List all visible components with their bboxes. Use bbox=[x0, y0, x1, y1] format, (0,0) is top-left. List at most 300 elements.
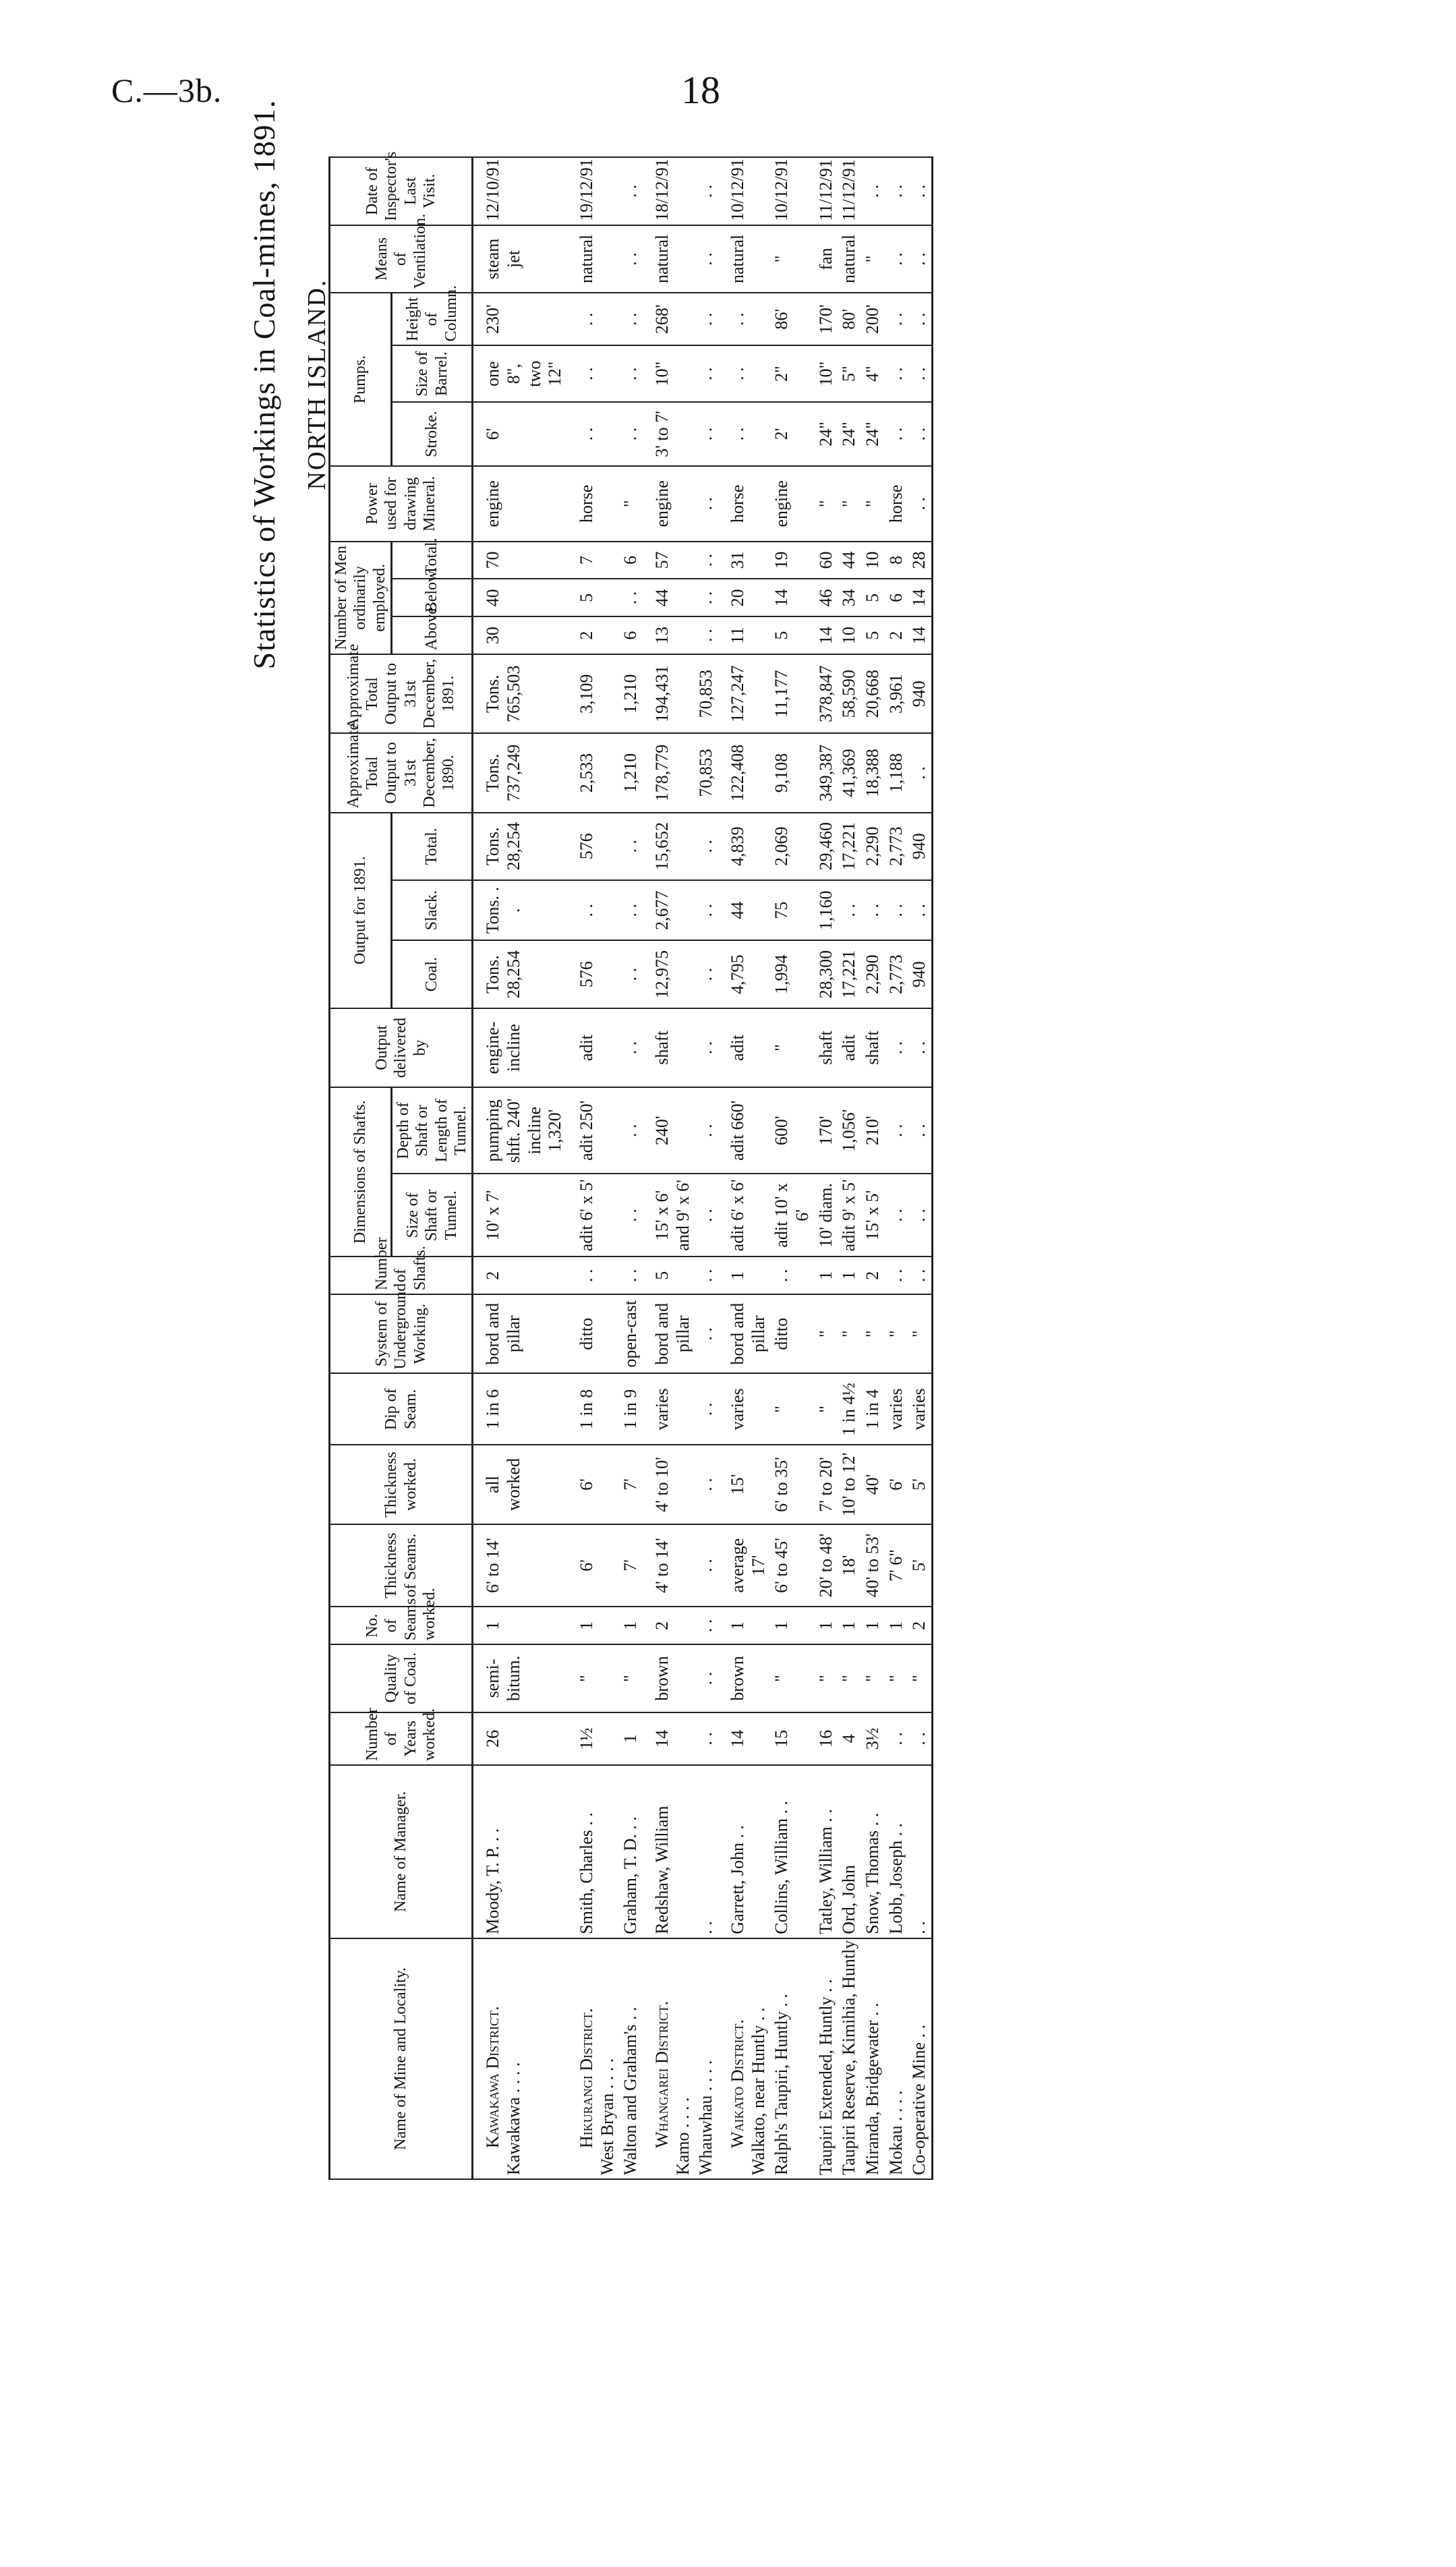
cell-barrel: . . bbox=[718, 345, 770, 402]
cell-depth: 600' bbox=[770, 1087, 814, 1174]
cell-delivered: . . bbox=[885, 1008, 908, 1087]
mine-name-cell bbox=[643, 1938, 695, 2179]
table-row bbox=[885, 157, 908, 2179]
cell-men-total: 57 bbox=[643, 542, 695, 579]
cell-thick-seams: 7' bbox=[619, 1524, 643, 1607]
cell-quality: brown bbox=[718, 1644, 770, 1712]
cell-below: . . bbox=[619, 579, 643, 616]
cell-years: 1 bbox=[619, 1712, 643, 1765]
cell-thick-worked: 4' to 10' bbox=[643, 1445, 695, 1524]
cell-dip: varies bbox=[908, 1373, 932, 1445]
cell-t1890: 18,388 bbox=[861, 733, 885, 812]
header-mine: Name of Mine and Locality. bbox=[330, 1938, 473, 2179]
cell-stroke: . . bbox=[567, 402, 619, 466]
cell-t1891: 127,247 bbox=[718, 654, 770, 733]
cell-above: 14 bbox=[908, 616, 932, 654]
cell-years: 26 bbox=[473, 1712, 567, 1765]
cell-slack: 2,677 bbox=[643, 880, 695, 940]
cell-vent: natural bbox=[643, 225, 695, 293]
cell-system: ditto bbox=[770, 1294, 814, 1373]
cell-men-total: 28 bbox=[908, 542, 932, 579]
cell-seams: 1 bbox=[718, 1607, 770, 1644]
cell-thick-worked: 7' to 20' bbox=[815, 1445, 838, 1524]
cell-thick-seams: 18' bbox=[838, 1524, 861, 1607]
cell-delivered: " bbox=[770, 1008, 814, 1087]
table-row bbox=[908, 157, 932, 2179]
header-men-total: Total. bbox=[391, 542, 472, 579]
cell-visit: 11/12/91 bbox=[838, 157, 861, 225]
cell-slack: . . bbox=[838, 880, 861, 940]
mine-name: Kawakawa . . . . bbox=[503, 2062, 523, 2175]
cell-thick-worked: all worked bbox=[473, 1445, 567, 1524]
cell-t1890: 349,387 bbox=[815, 733, 838, 812]
header-thickness-seams: Thickness of Seams. bbox=[330, 1524, 473, 1607]
cell-seams: 2 bbox=[643, 1607, 695, 1644]
header-depth: Depth of Shaft or Length of Tunnel. bbox=[391, 1087, 472, 1174]
cell-t1890: 9,108 bbox=[770, 733, 814, 812]
cell-coal: 2,290 bbox=[861, 940, 885, 1008]
cell-thick-seams: 40' to 53' bbox=[861, 1524, 885, 1607]
cell-depth: adit 660' bbox=[718, 1087, 770, 1174]
mine-name: Ralph's Taupiri, Huntly . . bbox=[771, 1994, 792, 2175]
cell-size: 10' diam. bbox=[815, 1174, 838, 1257]
cell-thick-worked: 5' bbox=[908, 1445, 932, 1524]
cell-seams: 1 bbox=[838, 1607, 861, 1644]
cell-thick-seams: 20' to 48' bbox=[815, 1524, 838, 1607]
district-label: Hikurangi District. bbox=[576, 2008, 596, 2148]
cell-years: 16 bbox=[815, 1712, 838, 1765]
header-system: System of Underground Working. bbox=[330, 1294, 473, 1373]
cell-coal: 12,975 bbox=[643, 940, 695, 1008]
cell-delivered: shaft bbox=[815, 1008, 838, 1087]
cell-total: Tons. 28,254 bbox=[473, 813, 567, 881]
cell-depth: . . bbox=[885, 1087, 908, 1174]
header-last-visit: Date of Inspector's Last Visit. bbox=[330, 157, 473, 225]
cell-delivered: adit bbox=[838, 1008, 861, 1087]
cell-system: " bbox=[838, 1294, 861, 1373]
cell-barrel: 4" bbox=[861, 345, 885, 402]
cell-men-total: 8 bbox=[885, 542, 908, 579]
cell-barrel: . . bbox=[908, 345, 932, 402]
cell-quality: " bbox=[619, 1644, 643, 1712]
cell-total: 2,773 bbox=[885, 813, 908, 881]
cell-shafts: . . bbox=[908, 1257, 932, 1294]
cell-t1891: 11,177 bbox=[770, 654, 814, 733]
cell-slack: . . bbox=[861, 880, 885, 940]
cell-size: . . bbox=[908, 1174, 932, 1257]
cell-depth: . . bbox=[908, 1087, 932, 1174]
cell-quality: " bbox=[838, 1644, 861, 1712]
cell-vent: . . bbox=[695, 225, 718, 293]
cell-coal: 1,994 bbox=[770, 940, 814, 1008]
cell-depth: . . bbox=[619, 1087, 643, 1174]
cell-shafts: 1 bbox=[718, 1257, 770, 1294]
cell-system: " bbox=[815, 1294, 838, 1373]
cell-slack: Tons. . . bbox=[473, 880, 567, 940]
cell-thick-seams: . . bbox=[695, 1524, 718, 1607]
cell-t1891: 1,210 bbox=[619, 654, 643, 733]
cell-coal: . . bbox=[619, 940, 643, 1008]
cell-manager: . . bbox=[695, 1765, 718, 1938]
cell-total: 576 bbox=[567, 813, 619, 881]
mine-name: Taupiri Reserve, Kimihia, Huntly bbox=[839, 1940, 859, 2175]
cell-total: 29,460 bbox=[815, 813, 838, 881]
mine-name: Co-operative Mine . . bbox=[909, 2024, 929, 2175]
header-delivered: Output delivered by bbox=[330, 1008, 473, 1087]
cell-t1891: 3,109 bbox=[567, 654, 619, 733]
header-men: Number of Men ordinarily employed. bbox=[330, 542, 392, 654]
cell-manager: Graham, T. D. . . bbox=[619, 1765, 643, 1938]
cell-delivered: shaft bbox=[643, 1008, 695, 1087]
cell-barrel: . . bbox=[695, 345, 718, 402]
cell-t1891: 3,961 bbox=[885, 654, 908, 733]
cell-system: bord and pillar bbox=[643, 1294, 695, 1373]
mine-name-cell bbox=[885, 1938, 908, 2179]
cell-system: " bbox=[908, 1294, 932, 1373]
mine-name-cell bbox=[861, 1938, 885, 2179]
header-slack: Slack. bbox=[391, 880, 472, 940]
cell-delivered: . . bbox=[908, 1008, 932, 1087]
cell-quality: " bbox=[815, 1644, 838, 1712]
cell-visit: 10/12/91 bbox=[770, 157, 814, 225]
cell-vent: . . bbox=[885, 225, 908, 293]
cell-seams: 1 bbox=[861, 1607, 885, 1644]
district-label: Waikato District. bbox=[727, 2019, 747, 2148]
cell-column: . . bbox=[718, 293, 770, 345]
cell-system: bord and pillar bbox=[718, 1294, 770, 1373]
cell-t1891: 194,431 bbox=[643, 654, 695, 733]
cell-shafts: . . bbox=[770, 1257, 814, 1294]
cell-dip: " bbox=[770, 1373, 814, 1445]
cell-years: 1½ bbox=[567, 1712, 619, 1765]
cell-column: 86' bbox=[770, 293, 814, 345]
cell-depth: 1,056' bbox=[838, 1087, 861, 1174]
cell-column: . . bbox=[908, 293, 932, 345]
cell-total: 940 bbox=[908, 813, 932, 881]
cell-dip: 1 in 6 bbox=[473, 1373, 567, 1445]
cell-total: . . bbox=[695, 813, 718, 881]
cell-years: . . bbox=[885, 1712, 908, 1765]
cell-men-total: 31 bbox=[718, 542, 770, 579]
cell-depth: . . bbox=[695, 1087, 718, 1174]
cell-quality: " bbox=[908, 1644, 932, 1712]
cell-below: 5 bbox=[567, 579, 619, 616]
cell-total: 2,069 bbox=[770, 813, 814, 881]
cell-vent: steam jet bbox=[473, 225, 567, 293]
cell-manager: Ord, John bbox=[838, 1765, 861, 1938]
cell-thick-worked: 6' to 35' bbox=[770, 1445, 814, 1524]
cell-dip: 1 in 8 bbox=[567, 1373, 619, 1445]
cell-years: 15 bbox=[770, 1712, 814, 1765]
header-years: Number of Years worked. bbox=[330, 1712, 473, 1765]
header-output-1891: Output for 1891. bbox=[330, 813, 392, 1008]
page-title: Statistics of Workings in Coal-mines, 1891. bbox=[247, 99, 281, 670]
cell-stroke: 6' bbox=[473, 402, 567, 466]
cell-thick-seams: 4' to 14' bbox=[643, 1524, 695, 1607]
cell-delivered: adit bbox=[567, 1008, 619, 1087]
header-stroke: Stroke. bbox=[391, 402, 472, 466]
cell-quality: " bbox=[861, 1644, 885, 1712]
cell-stroke: . . bbox=[885, 402, 908, 466]
cell-shafts: 2 bbox=[473, 1257, 567, 1294]
cell-column: . . bbox=[619, 293, 643, 345]
table-body bbox=[473, 157, 933, 2179]
cell-shafts: 2 bbox=[861, 1257, 885, 1294]
cell-men-total: 6 bbox=[619, 542, 643, 579]
cell-coal: 576 bbox=[567, 940, 619, 1008]
cell-power: engine bbox=[473, 466, 567, 542]
cell-shafts: . . bbox=[695, 1257, 718, 1294]
cell-thick-worked: 40' bbox=[861, 1445, 885, 1524]
cell-power: . . bbox=[695, 466, 718, 542]
cell-barrel: one 8", two 12" bbox=[473, 345, 567, 402]
cell-visit: . . bbox=[619, 157, 643, 225]
cell-column: . . bbox=[695, 293, 718, 345]
cell-quality: brown bbox=[643, 1644, 695, 1712]
cell-total: 15,652 bbox=[643, 813, 695, 881]
header-row-1 bbox=[330, 157, 392, 2179]
cell-visit: 10/12/91 bbox=[718, 157, 770, 225]
cell-thick-seams: 5' bbox=[908, 1524, 932, 1607]
cell-men-total: 70 bbox=[473, 542, 567, 579]
cell-dip: 1 in 9 bbox=[619, 1373, 643, 1445]
cell-quality: " bbox=[885, 1644, 908, 1712]
mine-name-cell bbox=[567, 1938, 619, 2179]
header-power: Power used for drawing Mineral. bbox=[330, 466, 473, 542]
cell-size: adit 9' x 5' bbox=[838, 1174, 861, 1257]
cell-dip: " bbox=[815, 1373, 838, 1445]
cell-quality: . . bbox=[695, 1644, 718, 1712]
cell-stroke: 24" bbox=[838, 402, 861, 466]
statistics-table bbox=[328, 151, 933, 2180]
cell-thick-worked: 7' bbox=[619, 1445, 643, 1524]
cell-men-total: 44 bbox=[838, 542, 861, 579]
cell-shafts: 5 bbox=[643, 1257, 695, 1294]
cell-above: 5 bbox=[861, 616, 885, 654]
cell-barrel: 5" bbox=[838, 345, 861, 402]
cell-below: 6 bbox=[885, 579, 908, 616]
cell-thick-worked: 15' bbox=[718, 1445, 770, 1524]
cell-thick-worked: 6' bbox=[885, 1445, 908, 1524]
header-above: Above. bbox=[391, 616, 472, 654]
cell-size: . . bbox=[885, 1174, 908, 1257]
header-size: Size of Shaft or Tunnel. bbox=[391, 1174, 472, 1257]
cell-seams: 1 bbox=[567, 1607, 619, 1644]
cell-system: bord and pillar bbox=[473, 1294, 567, 1373]
cell-delivered: engine-incline bbox=[473, 1008, 567, 1087]
cell-t1890: 178,779 bbox=[643, 733, 695, 812]
cell-depth: 170' bbox=[815, 1087, 838, 1174]
header-quality: Quality of Coal. bbox=[330, 1644, 473, 1712]
cell-years: 14 bbox=[643, 1712, 695, 1765]
cell-depth: adit 250' bbox=[567, 1087, 619, 1174]
cell-power: " bbox=[619, 466, 643, 542]
cell-seams: 2 bbox=[908, 1607, 932, 1644]
mine-name-cell bbox=[815, 1938, 838, 2179]
header-column: Height of Column. bbox=[391, 293, 472, 345]
cell-manager: Tatley, William . . bbox=[815, 1765, 838, 1938]
cell-stroke: 24" bbox=[815, 402, 838, 466]
cell-dip: varies bbox=[885, 1373, 908, 1445]
cell-t1890: 2,533 bbox=[567, 733, 619, 812]
cell-visit: . . bbox=[885, 157, 908, 225]
cell-vent: natural bbox=[838, 225, 861, 293]
cell-delivered: shaft bbox=[861, 1008, 885, 1087]
mine-name-cell bbox=[718, 1938, 770, 2179]
mine-name: West Bryan . . . . bbox=[597, 2058, 617, 2175]
cell-size: adit 6' x 6' bbox=[718, 1174, 770, 1257]
header-pumps: Pumps. bbox=[330, 293, 392, 466]
cell-manager: Garrett, John . . bbox=[718, 1765, 770, 1938]
cell-quality: " bbox=[567, 1644, 619, 1712]
cell-t1891: 378,847 bbox=[815, 654, 838, 733]
table-row bbox=[815, 157, 838, 2179]
mine-name-cell bbox=[619, 1938, 643, 2179]
cell-thick-seams: average 17' bbox=[718, 1524, 770, 1607]
cell-coal: 17,221 bbox=[838, 940, 861, 1008]
header-thickness-worked: Thickness worked. bbox=[330, 1445, 473, 1524]
cell-system: " bbox=[861, 1294, 885, 1373]
cell-column: 268' bbox=[643, 293, 695, 345]
cell-coal: . . bbox=[695, 940, 718, 1008]
cell-barrel: . . bbox=[885, 345, 908, 402]
mine-name: Walton and Graham's . . bbox=[620, 2007, 641, 2175]
cell-power: " bbox=[815, 466, 838, 542]
cell-manager: Redshaw, William bbox=[643, 1765, 695, 1938]
cell-total: 17,221 bbox=[838, 813, 861, 881]
header-dip: Dip of Seam. bbox=[330, 1373, 473, 1445]
cell-below: 14 bbox=[908, 579, 932, 616]
cell-stroke: . . bbox=[695, 402, 718, 466]
cell-power: " bbox=[838, 466, 861, 542]
cell-dip: 1 in 4 bbox=[861, 1373, 885, 1445]
table-row bbox=[770, 157, 814, 2179]
cell-slack: . . bbox=[567, 880, 619, 940]
cell-quality: semi-bitum. bbox=[473, 1644, 567, 1712]
cell-below: 40 bbox=[473, 579, 567, 616]
cell-above: 2 bbox=[885, 616, 908, 654]
cell-thick-seams: 6' to 14' bbox=[473, 1524, 567, 1607]
cell-t1890: 1,210 bbox=[619, 733, 643, 812]
header-manager: Name of Manager. bbox=[330, 1765, 473, 1938]
header-ventilation: Means of Ventilation. bbox=[330, 225, 473, 293]
mine-name-cell bbox=[838, 1938, 861, 2179]
cell-slack: . . bbox=[885, 880, 908, 940]
cell-vent: . . bbox=[908, 225, 932, 293]
cell-below: 34 bbox=[838, 579, 861, 616]
cell-slack: . . bbox=[619, 880, 643, 940]
cell-power: horse bbox=[885, 466, 908, 542]
cell-depth: 240' bbox=[643, 1087, 695, 1174]
cell-years: 14 bbox=[718, 1712, 770, 1765]
cell-size: 10' x 7' bbox=[473, 1174, 567, 1257]
cell-size: adit 6' x 5' bbox=[567, 1174, 619, 1257]
cell-dip: varies bbox=[718, 1373, 770, 1445]
cell-men-total: 60 bbox=[815, 542, 838, 579]
cell-visit: 19/12/91 bbox=[567, 157, 619, 225]
mine-name: Whauwhau . . . . bbox=[696, 2060, 716, 2175]
cell-above: 14 bbox=[815, 616, 838, 654]
cell-barrel: 10" bbox=[815, 345, 838, 402]
cell-below: 44 bbox=[643, 579, 695, 616]
cell-column: . . bbox=[567, 293, 619, 345]
cell-stroke: . . bbox=[718, 402, 770, 466]
cell-slack: 75 bbox=[770, 880, 814, 940]
cell-column: 170' bbox=[815, 293, 838, 345]
table-row bbox=[567, 157, 619, 2179]
cell-t1890: 41,369 bbox=[838, 733, 861, 812]
cell-slack: 1,160 bbox=[815, 880, 838, 940]
cell-men-total: 19 bbox=[770, 542, 814, 579]
cell-seams: 1 bbox=[473, 1607, 567, 1644]
cell-power: engine bbox=[643, 466, 695, 542]
cell-stroke: 2' bbox=[770, 402, 814, 466]
header-seams: No. of Seams worked. bbox=[330, 1607, 473, 1644]
cell-barrel: . . bbox=[567, 345, 619, 402]
cell-delivered: adit bbox=[718, 1008, 770, 1087]
cell-power: . . bbox=[908, 466, 932, 542]
cell-column: . . bbox=[885, 293, 908, 345]
cell-vent: " bbox=[861, 225, 885, 293]
cell-years: 3½ bbox=[861, 1712, 885, 1765]
cell-system: " bbox=[885, 1294, 908, 1373]
cell-t1891: 70,853 bbox=[695, 654, 718, 733]
cell-seams: . . bbox=[695, 1607, 718, 1644]
cell-manager: Collins, William . . bbox=[770, 1765, 814, 1938]
cell-above: 5 bbox=[770, 616, 814, 654]
cell-system: open-cast bbox=[619, 1294, 643, 1373]
cell-shafts: . . bbox=[885, 1257, 908, 1294]
cell-manager: Smith, Charles . . bbox=[567, 1765, 619, 1938]
cell-depth: 210' bbox=[861, 1087, 885, 1174]
cell-column: 230' bbox=[473, 293, 567, 345]
cell-stroke: 24" bbox=[861, 402, 885, 466]
cell-manager: Moody, T. P. . . bbox=[473, 1765, 567, 1938]
cell-above: 13 bbox=[643, 616, 695, 654]
mine-name-cell bbox=[770, 1938, 814, 2179]
cell-vent: " bbox=[770, 225, 814, 293]
cell-visit: 12/10/91 bbox=[473, 157, 567, 225]
cell-thick-seams: 6' bbox=[567, 1524, 619, 1607]
cell-coal: 940 bbox=[908, 940, 932, 1008]
cell-size: 15' x 5' bbox=[861, 1174, 885, 1257]
header-below: Below. bbox=[391, 579, 472, 616]
cell-shafts: 1 bbox=[838, 1257, 861, 1294]
cell-dip: 1 in 4½ bbox=[838, 1373, 861, 1445]
cell-visit: 18/12/91 bbox=[643, 157, 695, 225]
cell-system: . . bbox=[695, 1294, 718, 1373]
cell-t1890: Tons. 737,249 bbox=[473, 733, 567, 812]
cell-thick-worked: . . bbox=[695, 1445, 718, 1524]
mine-name-cell bbox=[695, 1938, 718, 2179]
cell-total: . . bbox=[619, 813, 643, 881]
cell-barrel: . . bbox=[619, 345, 643, 402]
cell-shafts: 1 bbox=[815, 1257, 838, 1294]
mine-name: Walkato, near Huntly . . bbox=[748, 2007, 768, 2175]
cell-delivered: . . bbox=[619, 1008, 643, 1087]
cell-power: horse bbox=[718, 466, 770, 542]
cell-manager: . . bbox=[908, 1765, 932, 1938]
cell-shafts: . . bbox=[567, 1257, 619, 1294]
cell-total: 4,839 bbox=[718, 813, 770, 881]
cell-vent: fan bbox=[815, 225, 838, 293]
cell-barrel: 10" bbox=[643, 345, 695, 402]
cell-slack: . . bbox=[695, 880, 718, 940]
cell-seams: 1 bbox=[885, 1607, 908, 1644]
cell-men-total: 10 bbox=[861, 542, 885, 579]
cell-visit: . . bbox=[861, 157, 885, 225]
cell-visit: . . bbox=[695, 157, 718, 225]
